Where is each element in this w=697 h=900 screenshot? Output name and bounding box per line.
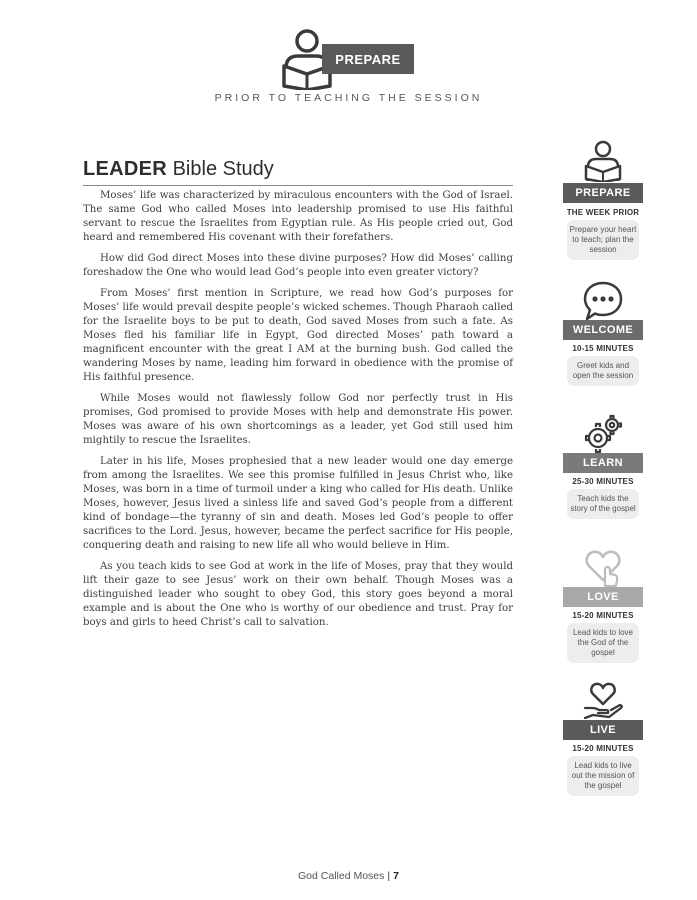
step-timing: 25-30 MINUTES — [572, 477, 634, 486]
step-timing: 15-20 MINUTES — [572, 611, 634, 620]
footer-title: God Called Moses — [298, 870, 385, 882]
step-description: Lead kids to live out the mission of the gospel — [567, 756, 639, 796]
step-description: Teach kids the story of the gospel — [567, 489, 639, 519]
step-timing: THE WEEK PRIOR — [566, 208, 640, 217]
title-bold: LEADER — [83, 158, 168, 180]
step-description: Greet kids and open the session — [567, 356, 639, 386]
gears-icon — [583, 414, 623, 456]
paragraph: While Moses would not flawlessly follow God nor perfectly trust in His promises, God promised to provide Moses with help and demonstrate His power. Moses was aware of his own shortcomings as a leader, yet God still used him mightily to rescue the Israelites. — [83, 393, 513, 446]
page-title — [83, 158, 513, 181]
page-number: 7 — [393, 870, 399, 882]
step-label: WELCOME — [563, 320, 643, 340]
step-label: PREPARE — [563, 183, 643, 203]
heart-hand-icon — [583, 548, 623, 590]
step-label: LIVE — [563, 720, 643, 740]
paragraph: How did God direct Moses into these divine purposes? How did Moses’ calling foreshadow the One who would lead God’s people into even greater victory? — [83, 253, 513, 278]
page-footer — [0, 870, 697, 882]
paragraph: From Moses’ first mention in Scripture, we read how God’s purposes for Moses’ life would prevail despite people’s wicked schemes. Though Pharaoh called for the Israelite boys to be put to death, God saved Moses from such a fate. As Moses fled his familiar life in Egypt, God directed Moses’ path toward a magnificent encounter with the great I AM at the burning bush. God called the wandering Moses by name, leading him forward in obedience with the promise of His faithful presence. — [83, 288, 513, 383]
step-timing: 10-15 MINUTES — [572, 344, 634, 353]
step-description: Lead kids to love the God of the gospel — [567, 623, 639, 663]
footer-separator: | — [387, 870, 391, 882]
prepare-header-badge: PREPARE — [322, 44, 414, 74]
paragraph: Moses’ life was characterized by miraculous encounters with the God of Israel. The same God who called Moses into leadership promised to use His faithful servant to rescue the Israelites from Egyptian rule. As His people cried out, God heard and remembered His covenant with their forefathers. — [83, 190, 513, 243]
paragraph: As you teach kids to see God at work in the life of Moses, pray that they would lift their gaze to see Jesus’ work on their own behalf. Though Moses was a distinguished leader who sought to obey God, this story goes beyond a moral example and is about the One who is worthy of our obedience and trust. Pray for boys and girls to heed Christ’s call to salvation. — [83, 561, 513, 628]
step-timing: 15-20 MINUTES — [572, 744, 634, 753]
paragraph: Later in his life, Moses prophesied that a new leader would one day emerge from among the Israelites. We see this promise fulfilled in Jesus Christ who, like Moses, was born in a time of turmoil under a king who called for His death. Unlike Moses, however, Jesus lived a sinless life and saved God’s people from a different kind of bondage—the tyranny of sin and death. Moses led God’s people to offer sacrifices to the Lord. Jesus, however, became the perfect sacrifice for His people, conquering death and raising to new life all who would believe in Him. — [83, 456, 513, 551]
speech-bubble-icon — [583, 280, 623, 322]
step-description: Prepare your heart to teach; plan the session — [567, 220, 639, 260]
heart-in-hand-icon — [583, 678, 623, 720]
step-label: LEARN — [563, 453, 643, 473]
title-divider — [83, 185, 513, 186]
reading-person-icon — [583, 140, 623, 182]
step-label: LOVE — [563, 587, 643, 607]
title-rest: Bible Study — [167, 158, 274, 180]
header-subtitle: PRIOR TO TEACHING THE SESSION — [214, 92, 483, 104]
bible-study-text — [83, 189, 513, 637]
